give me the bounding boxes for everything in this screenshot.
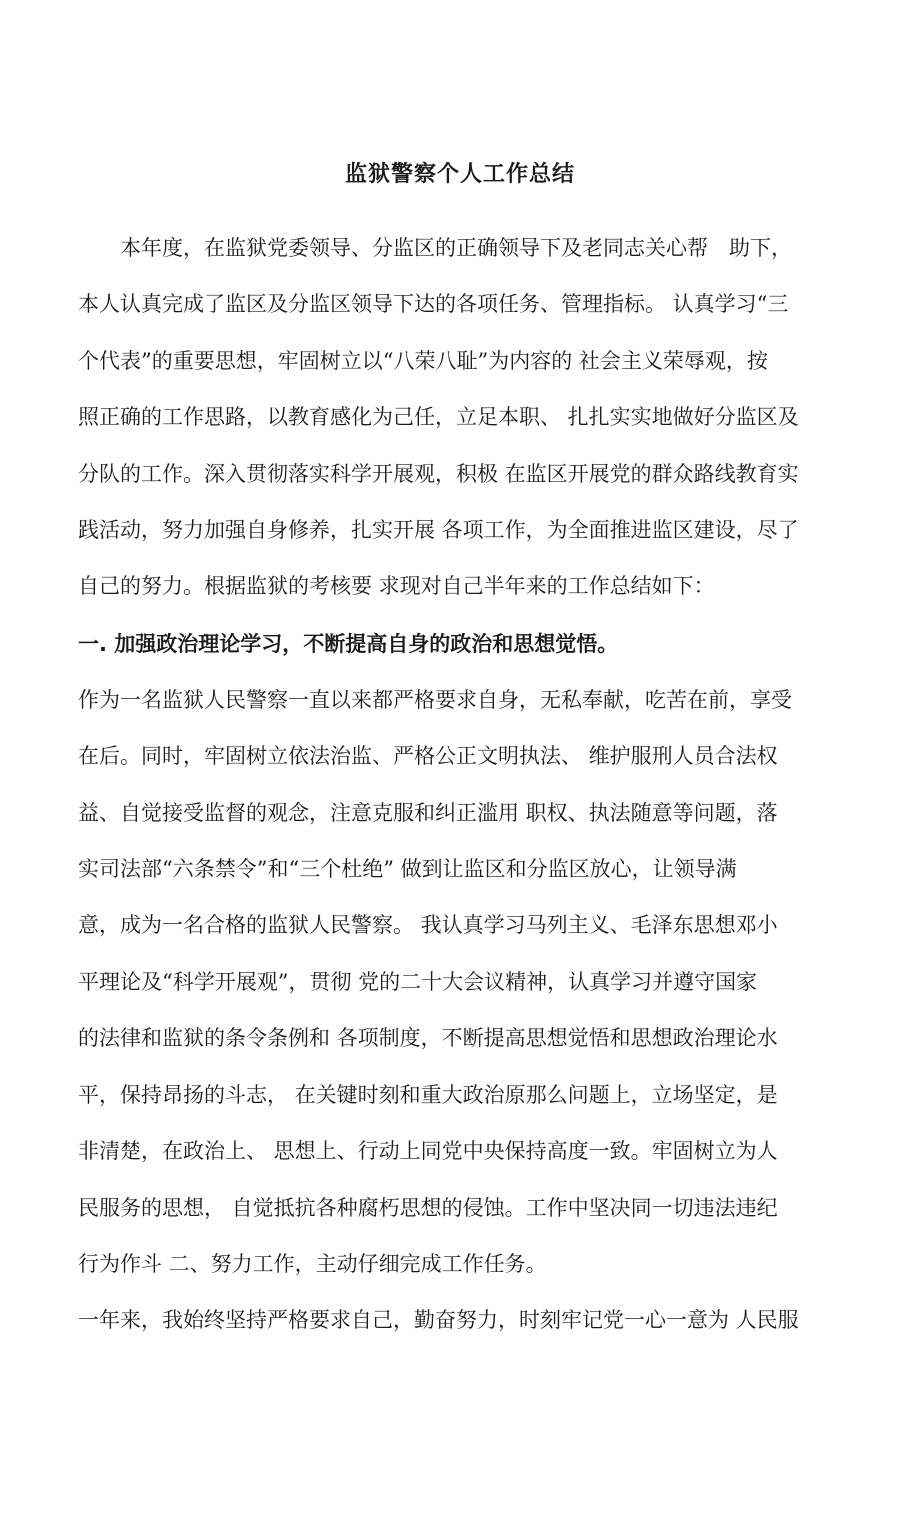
paragraph-line: 益、自觉接受监督的观念，注意克服和纠正滥用 职权、执法随意等问题，落	[78, 801, 778, 825]
paragraph-line: 作为一名监狱人民警察一直以来都严格要求自身，无私奉献，吃苦在前，享受	[78, 688, 792, 712]
paragraph-line: 平，保持昂扬的斗志， 在关键时刻和重大政治原那么问题上，立场坚定，是	[78, 1083, 778, 1107]
paragraph-line: 本年度，在监狱党委领导、分监区的正确领导下及老同志关心帮 助下，	[78, 236, 792, 260]
document-title: 监狱警察个人工作总结	[344, 162, 575, 187]
paragraph-line: 照正确的工作思路，以教育感化为己任，立足本职、 扎扎实实地做好分监区及	[78, 405, 799, 429]
paragraph-line: 践活动，努力加强自身修养，扎实开展 各项工作，为全面推进监区建设，尽了	[78, 518, 799, 542]
paragraph-line: 个代表”的重要思想，牢固树立以“八荣八耻”为内容的 社会主义荣辱观，按	[78, 349, 768, 373]
paragraph-line: 分队的工作。深入贯彻落实科学开展观，积极 在监区开展党的群众路线教育实	[78, 462, 799, 486]
paragraph-line: 自己的努力。根据监狱的考核要 求现对自己半年来的工作总结如下：	[78, 574, 715, 598]
paragraph-line: 民服务的思想， 自觉抵抗各种腐朽思想的侵蚀。工作中坚决同一切违法违纪	[78, 1196, 778, 1220]
section-heading: 一. 加强政治理论学习，不断提高自身的政治和思想觉悟。	[78, 632, 619, 656]
paragraph-line: 平理论及“科学开展观”，贯彻 党的二十大会议精神，认真学习并遵守国家	[78, 970, 758, 994]
paragraph-line: 本人认真完成了监区及分监区领导下达的各项任务、管理指标。 认真学习“三	[78, 292, 789, 316]
paragraph-line: 意，成为一名合格的监狱人民警察。 我认真学习马列主义、毛泽东思想邓小	[78, 913, 778, 937]
paragraph-line: 的法律和监狱的条令条例和 各项制度，不断提高思想觉悟和思想政治理论水	[78, 1026, 778, 1050]
paragraph-line: 在后。同时，牢固树立依法治监、严格公正文明执法、 维护服刑人员合法权	[78, 744, 778, 768]
paragraph-line: 实司法部“六条禁令”和“三个杜绝” 做到让监区和分监区放心，让领导满	[78, 857, 737, 881]
paragraph-line: 行为作斗 二、努力工作，主动仔细完成工作任务。	[78, 1252, 547, 1276]
paragraph-line: 非清楚，在政治上、 思想上、行动上同党中央保持高度一致。牢固树立为人	[78, 1139, 778, 1163]
paragraph-line: 一年来，我始终坚持严格要求自己，勤奋努力，时刻牢记党一心一意为 人民服	[78, 1308, 799, 1332]
